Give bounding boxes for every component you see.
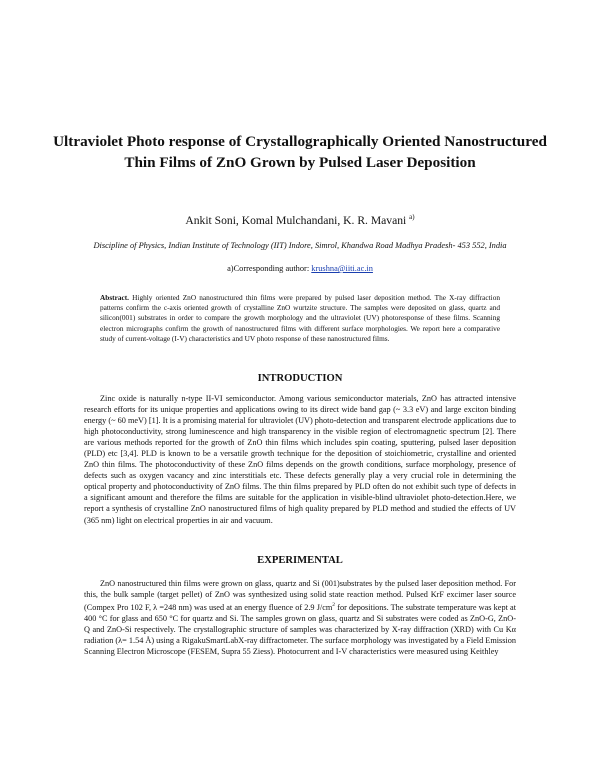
abstract-label: Abstract. [100, 293, 129, 302]
abstract [100, 293, 500, 344]
experimental-paragraph [84, 578, 516, 657]
author-list [40, 210, 560, 228]
introduction-paragraph: Zinc oxide is naturally n-type II-VI semiconductor. Among various semiconductor materials, ZnO has attracted intensive research efforts for its unique properties and applications owing to its direct wide band gap (~ 3.3 eV) and large exciton binding energy (~ 60 meV) [1]. It is a promising material for ultraviolet (UV) photo-detection and transparent electrode applications due to high photoconductivity, strong luminescence and high transparency in the visible region of electromagnetic spectrum [2]. There are various methods reported for the growth of ZnO thin films which includes spin coating, sputtering, pulsed laser deposition (PLD) etc [3,4]. PLD is known to be a versatile growth technique for the deposition of stoichiometric, crystalline and oriented ZnO thin films. The photoconductivity of these ZnO films depends on the growth conditions, surface morphology, presence of defects such as oxygen vacancy and zinc interstitials etc. These defects generally play a very crucial role in determining the optical property and photoconductivity of ZnO films. The thin films prepared by PLD often do not exhibit such type of defects in a significant amount and therefore the films are suitable for the application in visible-blind ultraviolet photo-detection.Here, we report a synthesis of crystalline ZnO nanostructured films of high quality prepared by PLD method and studied the effects of UV (365 nm) light on electrical properties in air and vacuum. [84, 394, 516, 525]
abstract-text: Highly oriented ZnO nanostructured thin films were prepared by pulsed laser deposition method. The X-ray diffraction patterns confirm the c-axis oriented growth of crystalline ZnO wurtzite structure. The samples were deposited on glass, quartz and silicon(001) substrates in order to compare the growth morphology and the ultraviolet (UV) photoresponse of these films. Scanning electron micrographs confirm the growth of nanostructured films with different surface morphologies. We report here a comparative study of current-voltage (I-V) characteristics and UV photo response of these nanostructured films. [100, 293, 500, 343]
paper-title: Ultraviolet Photo response of Crystallographically Oriented Nanostructured Thin Films of ZnO Grown by Pulsed Laser Deposition [53, 133, 547, 171]
experimental-text-part-2: for depositions. The substrate temperature was kept at 400 °C for glass and 650 °C for quartz and Si. The samples grown on glass, quartz and Si substrates were coded as ZnO-G, ZnO-Q and ZnO-Si respectively. The crystallographic structure of samples was characterized by X-ray diffraction (XRD) with Cu Kα radiation (λ= 1.54 Å) using a RigakuSmartLabX-ray diffractometer. The surface morphology was investigated by a Field Emission Scanning Electron Microscope (FESEM, Supra 55 Ziess). Photocurrent and I-V characteristics were measured using Keithley [84, 602, 516, 657]
experimental-text-part-1: ZnO nanostructured thin films were grown on glass, quartz and Si (001)substrates by the pulsed laser deposition method. For this, the bulk sample (target pellet) of ZnO was synthesized using solid state reaction method. Pulsed KrF excimer laser source (Compex Pro 102 F, λ =248 nm) was used at an energy fluence of 2.9 J/cm [84, 579, 516, 612]
corresponding-label: a)Corresponding author: [227, 264, 312, 273]
corresponding-author [60, 263, 540, 274]
author-superscript: a) [409, 213, 415, 221]
author-names: Ankit Soni, Komal Mulchandani, K. R. Mavani [185, 213, 407, 227]
introduction-heading: INTRODUCTION [257, 373, 343, 384]
corresponding-email-link[interactable]: krushna@iiti.ac.in [311, 264, 373, 273]
experimental-superscript: 2 [332, 602, 336, 609]
experimental-heading: EXPERIMENTAL [257, 555, 343, 566]
affiliation: Discipline of Physics, Indian Institute of Technology (IIT) Indore, Simrol, Khandwa Road Madhya Pradesh- 453 552, India [93, 241, 507, 250]
